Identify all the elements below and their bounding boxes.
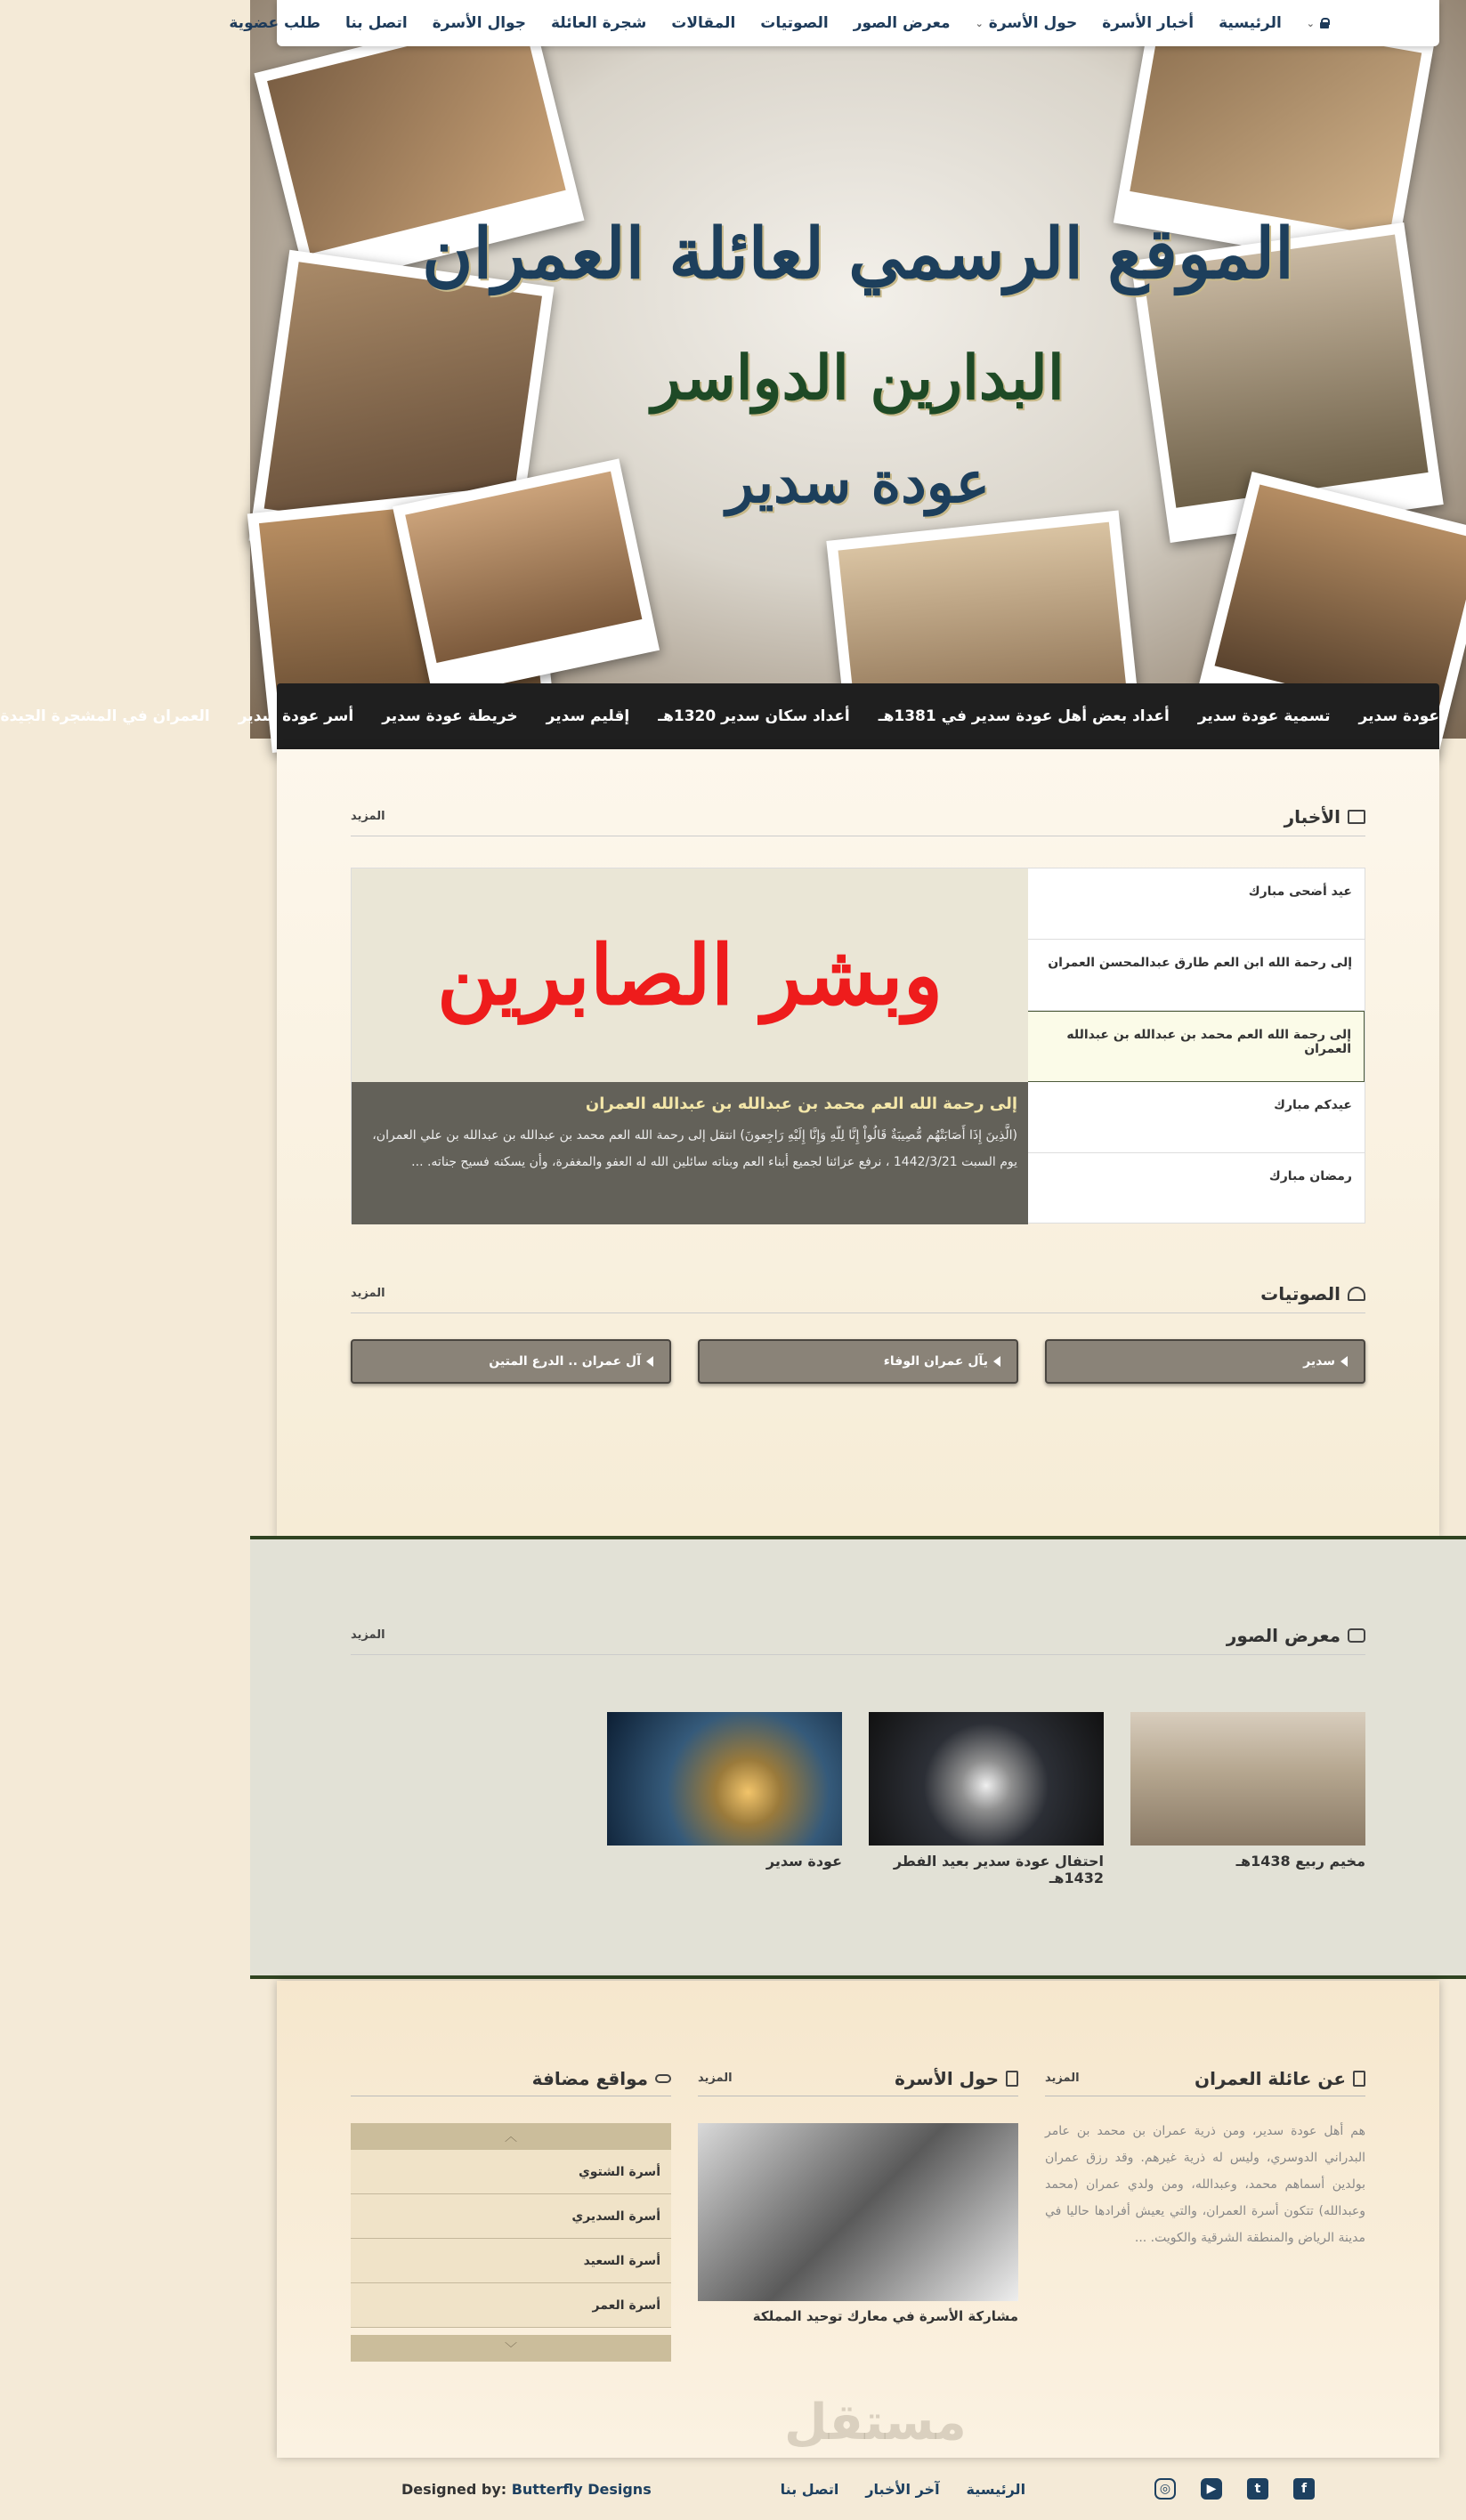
news-more-link[interactable]: المزيد bbox=[351, 810, 385, 823]
document-icon bbox=[1353, 2071, 1365, 2087]
credit-link[interactable]: Butterfly Designs bbox=[511, 2480, 652, 2498]
links-title-text: مواقع مضافة bbox=[531, 2067, 648, 2089]
gallery-caption[interactable]: مخيم ربيع 1438هـ bbox=[1235, 1853, 1365, 1870]
news-section-header bbox=[351, 797, 1365, 836]
hero-title-sub: البدارين الدواسر bbox=[652, 343, 1065, 414]
ticker-item[interactable]: أعداد بعض أهل عودة سدير في 1381هـ bbox=[878, 707, 1170, 725]
gallery-grid bbox=[607, 1712, 1365, 1886]
ticker-item[interactable]: إقليم سدير bbox=[546, 707, 630, 725]
nav-item-home[interactable]: الرئيسية bbox=[1219, 14, 1282, 32]
family-title-text: حول الأسرة bbox=[895, 2067, 999, 2089]
links-title bbox=[532, 2068, 671, 2089]
youtube-icon[interactable]: ▶ bbox=[1201, 2478, 1222, 2500]
audio-list bbox=[351, 1339, 1365, 1384]
nav-item-membership[interactable]: طلب عضوية bbox=[229, 14, 320, 32]
about-text: هم أهل عودة سدير، ومن ذرية عمران بن محمد بن عامر البدراني الدوسري، وليس له ذرية غيرهم. وقد رزق عمران بولدين أسماهم محمد، وعبدالله، ومن ولدي عمران (محمد وعبدالله) تتكون أسرة العمران، والتي يعيش أفرادها حاليا في مدينة الرياض والمنطقة الشرقية والكويت. ... bbox=[1045, 2124, 1365, 2245]
ticker-item[interactable]: أعداد سكان سدير 1320هـ bbox=[658, 707, 850, 725]
watermark-logo: مستقل bbox=[784, 2394, 967, 2451]
gallery-caption[interactable]: احتفال عودة سدير بعيد الفطر 1432هـ bbox=[893, 1853, 1104, 1886]
about-column bbox=[1045, 2061, 1365, 2251]
footer-link-latest-news[interactable]: آخر الأخبار bbox=[865, 2480, 940, 2498]
audio-more-link[interactable]: المزيد bbox=[351, 1287, 385, 1300]
twitter-icon[interactable]: t bbox=[1247, 2478, 1268, 2500]
gallery-item[interactable] bbox=[1130, 1712, 1365, 1886]
gallery-section bbox=[250, 1536, 1466, 1979]
family-image[interactable] bbox=[698, 2123, 1018, 2301]
ticker-item[interactable]: خريطة عودة سدير bbox=[382, 707, 518, 725]
news-featured-caption bbox=[352, 1082, 1028, 1224]
news-featured-text: (الَّذِينَ إِذَا أَصَابَتْهُم مُّصِيبَةٌ قَالُواْ إِنَّا لِلّهِ وَإِنَّا إِلَيْهِ رَاجِعونَ) انتقل إلى رحمة الله العم محمد بن عبدالله بن عبدالله بن علي العمران، يوم السبت 1442/3/21 ، نرفع عزائنا لجميع أبناء العم وبناته سائلين الله له العفو والمغفرة، وأن يسكنه فسيح جناته. ... bbox=[372, 1128, 1017, 1169]
chevron-down-icon: ⌄ bbox=[1306, 17, 1315, 29]
ticker-item[interactable]: تسمية عودة سدير bbox=[1197, 707, 1331, 725]
news-featured[interactable] bbox=[352, 868, 1028, 1224]
gallery-section-title bbox=[1227, 1625, 1365, 1646]
links-column bbox=[351, 2061, 671, 2362]
headphones-icon bbox=[1348, 1287, 1365, 1301]
about-title-text: عن عائلة العمران bbox=[1195, 2067, 1346, 2089]
news-ticker bbox=[0, 683, 1439, 749]
audio-item-label: آل عمران .. الدرع المتين bbox=[489, 1354, 641, 1369]
scroll-down-button[interactable] bbox=[351, 2335, 671, 2362]
gallery-thumbnail[interactable] bbox=[869, 1712, 1104, 1846]
speaker-icon bbox=[993, 1356, 1000, 1367]
links-item[interactable]: أسرة السعيد bbox=[351, 2239, 671, 2283]
audio-section-header bbox=[351, 1274, 1365, 1313]
ticker-item[interactable]: العمران في المشجرة الجيدة bbox=[0, 707, 210, 725]
nav-item-articles[interactable]: المقالات bbox=[671, 14, 736, 32]
news-featured-image: وبشر الصابرين bbox=[352, 868, 1028, 1082]
nav-item-audio[interactable]: الصوتيات bbox=[760, 14, 829, 32]
links-item[interactable]: أسرة العمر bbox=[351, 2283, 671, 2328]
about-header bbox=[1045, 2061, 1365, 2096]
gallery-more-link[interactable]: المزيد bbox=[351, 1628, 385, 1642]
main-nav bbox=[229, 0, 1439, 46]
bottom-bar bbox=[250, 2458, 1466, 2520]
links-item[interactable]: أسرة الشتوي bbox=[351, 2150, 671, 2194]
designer-credit bbox=[401, 2481, 652, 2498]
speaker-icon bbox=[1340, 1356, 1348, 1367]
family-caption[interactable]: مشاركة الأسرة في معارك توحيد المملكة bbox=[752, 2308, 1018, 2324]
hero-title-main: الموقع الرسمي لعائلة العمران bbox=[422, 214, 1294, 295]
gallery-thumbnail[interactable] bbox=[607, 1712, 842, 1846]
news-list bbox=[1026, 868, 1365, 1224]
news-title-text: الأخبار bbox=[1284, 805, 1340, 828]
nav-item-family-mobile[interactable]: جوال الأسرة bbox=[432, 14, 526, 32]
ticker-item[interactable]: عودة سدير bbox=[1358, 707, 1439, 725]
about-more-link[interactable]: المزيد bbox=[1045, 2072, 1080, 2085]
audio-item[interactable] bbox=[1045, 1339, 1365, 1384]
gallery-caption[interactable]: عودة سدير bbox=[765, 1853, 842, 1870]
camera-icon bbox=[1348, 1628, 1365, 1643]
chevron-up-icon: ︿ bbox=[505, 2130, 517, 2144]
gallery-item[interactable] bbox=[607, 1712, 842, 1886]
footer-links bbox=[781, 2481, 1025, 2498]
document-icon bbox=[1006, 2071, 1018, 2087]
gallery-section-header bbox=[351, 1616, 1365, 1655]
gallery-item[interactable] bbox=[869, 1712, 1104, 1886]
nav-item-family-news[interactable]: أخبار الأسرة bbox=[1102, 14, 1195, 32]
footer-link-contact[interactable]: اتصل بنا bbox=[780, 2480, 839, 2498]
news-slider bbox=[351, 868, 1365, 1224]
news-list-item[interactable]: عيدكم مبارك bbox=[1026, 1082, 1365, 1153]
audio-section-title bbox=[1260, 1283, 1365, 1304]
footer-link-home[interactable]: الرئيسية bbox=[966, 2480, 1026, 2498]
gallery-thumbnail[interactable] bbox=[1130, 1712, 1365, 1846]
chevron-down-icon: ﹀ bbox=[505, 2342, 517, 2356]
audio-item[interactable] bbox=[698, 1339, 1018, 1384]
about-title bbox=[1195, 2068, 1365, 2089]
speaker-icon bbox=[646, 1356, 653, 1367]
nav-item-label: حول الأسرة bbox=[988, 14, 1078, 32]
credit-prefix: Designed by: bbox=[401, 2480, 507, 2498]
nav-lock-menu[interactable] bbox=[1294, 18, 1341, 29]
social-links bbox=[1154, 2478, 1315, 2500]
facebook-icon[interactable]: f bbox=[1293, 2478, 1315, 2500]
lock-icon bbox=[1320, 18, 1329, 28]
news-list-item[interactable]: إلى رحمة الله ابن العم طارق عبدالمحسن العمران bbox=[1026, 940, 1365, 1011]
links-list bbox=[351, 2123, 671, 2362]
scroll-up-button[interactable] bbox=[351, 2123, 671, 2150]
newspaper-icon bbox=[1348, 810, 1365, 824]
hero-banner bbox=[250, 0, 1466, 739]
chevron-down-icon: ⌄ bbox=[975, 17, 984, 29]
news-list-item-active[interactable]: إلى رحمة الله العم محمد بن عبدالله بن عبدالله العمران bbox=[1026, 1011, 1365, 1082]
nav-item-gallery[interactable]: معرض الصور bbox=[853, 14, 951, 32]
nav-item-family-tree[interactable]: شجرة العائلة bbox=[550, 14, 647, 32]
audio-item-label: سدير bbox=[1303, 1354, 1335, 1369]
links-header bbox=[351, 2061, 671, 2096]
news-list-item[interactable]: عيد أضحى مبارك bbox=[1026, 868, 1365, 940]
news-featured-title[interactable]: إلى رحمة الله العم محمد بن عبدالله بن عبدالله العمران bbox=[585, 1094, 1017, 1113]
nav-item-about-family[interactable] bbox=[963, 14, 1090, 32]
news-section-title bbox=[1284, 806, 1365, 828]
audio-title-text: الصوتيات bbox=[1260, 1282, 1340, 1304]
gallery-title-text: معرض الصور bbox=[1226, 1624, 1340, 1646]
nav-item-contact[interactable]: اتصل بنا bbox=[344, 14, 408, 32]
ticker-item[interactable]: أسر عودة سدير bbox=[238, 707, 354, 725]
family-title bbox=[895, 2068, 1018, 2089]
family-column bbox=[698, 2061, 1018, 2324]
family-header bbox=[698, 2061, 1018, 2096]
link-icon bbox=[655, 2074, 671, 2083]
news-list-item[interactable]: رمضان مبارك bbox=[1268, 1169, 1352, 1183]
links-item[interactable]: أسرة السديري bbox=[351, 2194, 671, 2239]
family-more-link[interactable]: المزيد bbox=[698, 2072, 733, 2085]
hero-title-place: عودة سدير bbox=[726, 449, 990, 516]
audio-item-label: يآل عمران الوفاء bbox=[883, 1354, 988, 1369]
instagram-icon[interactable]: ◎ bbox=[1154, 2478, 1176, 2500]
audio-item[interactable] bbox=[351, 1339, 671, 1384]
